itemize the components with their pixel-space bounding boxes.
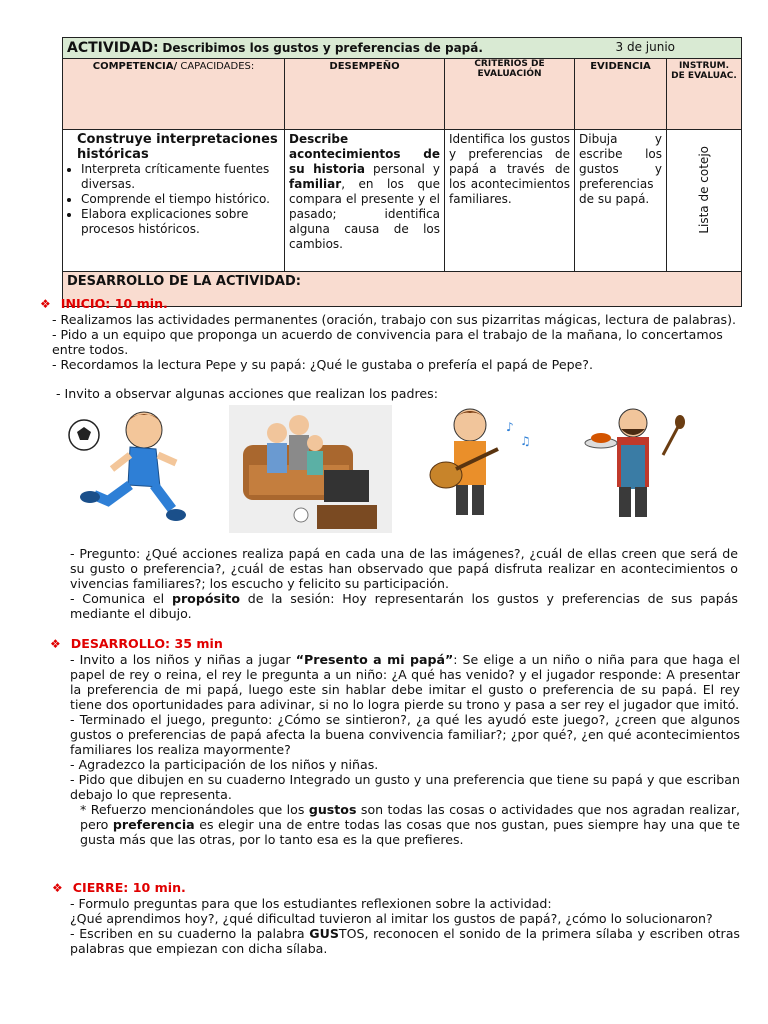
thanks-text: - Agradezco la participación de los niños y niñas. bbox=[70, 757, 379, 772]
draw-text: - Pido que dibujen en su cuaderno Integrado un gusto y una preferencia que tiene su papá y que escriban debajo lo que representa. bbox=[70, 772, 740, 802]
diamond-bullet-icon: ❖ bbox=[50, 637, 61, 651]
svg-text:♫: ♫ bbox=[520, 434, 531, 448]
inicio-item: - Pido a un equipo que proponga un acuerdo de convivencia para el trabajo de la mañana, lo concertamos entre todos. bbox=[52, 327, 723, 357]
criterios-cell: Identifica los gustos y preferencias de papá a través de los acontecimientos familiares. bbox=[445, 130, 575, 272]
svg-text:♪: ♪ bbox=[506, 420, 514, 434]
instrumento-cell bbox=[667, 130, 742, 272]
competencia-cell bbox=[63, 130, 285, 272]
instrumento-text: Lista de cotejo bbox=[696, 146, 711, 234]
activity-table bbox=[62, 37, 742, 307]
questions-block bbox=[70, 546, 738, 621]
desarrollo-section bbox=[50, 636, 740, 847]
desarrollo-actividad-row: DESARROLLO DE LA ACTIVIDAD: bbox=[63, 272, 742, 307]
evidencia-cell: Dibuja y escribe los gustos y preferencias de su papá. bbox=[575, 130, 667, 272]
capacidades-list bbox=[67, 162, 280, 237]
diamond-bullet-icon: ❖ bbox=[52, 881, 63, 895]
desarrollo-heading: DESARROLLO: 35 min bbox=[70, 636, 223, 651]
cierre-line: - Escriben en su cuaderno la palabra GUSTOS, reconocen el sonido de la primera sílaba y escriben otras palabras que empiezan con dicha sílaba. bbox=[70, 926, 740, 956]
capacidad-item: • Interpreta críticamente fuentes diversas. bbox=[81, 162, 280, 192]
refuerzo-text: * Refuerzo mencionándoles que los gustos son todas las cosas o actividades que nos agradan realizar, pero preferencia es elegir una de entre todas las cosas que nos gustan, pues siempre hay una que te gusta más que las otras, por lo tanto esa es la que prefieres. bbox=[80, 802, 740, 847]
header-desempeno: DESEMPEÑO bbox=[285, 59, 445, 130]
guitar-player-image bbox=[428, 405, 538, 520]
header-evidencia: EVIDENCIA bbox=[575, 59, 667, 130]
inicio-heading: INICIO: 10 min. bbox=[60, 296, 168, 311]
family-sofa-image bbox=[229, 405, 392, 533]
cierre-section bbox=[52, 880, 740, 956]
capacidad-item: • Comprende el tiempo histórico. bbox=[81, 192, 280, 207]
inicio-item: - Recordamos la lectura Pepe y su papá: ¿Qué le gustaba o prefería el papá de Pepe?. bbox=[52, 357, 593, 372]
questions-text: - Pregunto: ¿Qué acciones realiza papá en cada una de las imágenes?, ¿cuál de ellas creen que será de su gusto o preferencia?, ¿cuál de estas han observado que papá disfruta realizar en acontecimientos o vivencias familiares?; los escucho y felicito su participación. bbox=[70, 546, 738, 591]
capacidad-item: • Elabora explicaciones sobre procesos históricos. bbox=[81, 207, 280, 237]
header-competencia: COMPETENCIA/ CAPACIDADES: bbox=[63, 59, 285, 130]
invite-text: - Invito a observar algunas acciones que realizan los padres: bbox=[56, 386, 438, 401]
inicio-item: - Realizamos las actividades permanentes (oración, trabajo con sus pizarritas mágicas, lectura de palabras). bbox=[52, 312, 737, 327]
soccer-player-image bbox=[64, 405, 189, 530]
activity-date: 3 de junio bbox=[615, 40, 676, 54]
diamond-bullet-icon: ❖ bbox=[40, 297, 51, 311]
inicio-section bbox=[40, 296, 745, 401]
cierre-heading: CIERRE: 10 min. bbox=[72, 880, 186, 895]
game-text: - Invito a los niños y niñas a jugar “Presento a mi papá”: Se elige a un niño o niña para que haga el papel de rey o reina, el rey le pregunta a un niño: ¿A qué has venido? y el jugador responde: A presentar la preferencia de mi papá, luego este sin hablar debe imitar el gusto o preferencia de su papá. El rey tiene dos oportunidades para adivinar, si no lo logra pierde su trono y pasa a ser rey el jugador que imitó. bbox=[70, 652, 740, 712]
header-instrumento: INSTRUM. DE EVALUAC. bbox=[667, 59, 742, 130]
activity-title-row bbox=[63, 38, 742, 59]
activity-label: ACTIVIDAD: bbox=[67, 40, 159, 56]
after-game-text: - Terminado el juego, pregunto: ¿Cómo se sintieron?, ¿a qué les ayudó este juego?, ¿creen que algunos gustos o preferencias de papá afecta la buena convivencia familiar?; ¿por qué?, ¿en qué acontecimientos familiares los realiza mayormente? bbox=[70, 712, 740, 757]
desempeno-cell: Describe acontecimientos de su historia personal y familiar, en los que compara el presente y el pasado; identifica alguna causa de los cambios. bbox=[285, 130, 445, 272]
cierre-line: ¿Qué aprendimos hoy?, ¿qué dificultad tuvieron al imitar los gustos de papá?, ¿cómo lo solucionaron? bbox=[70, 911, 713, 926]
activity-title: Describimos los gustos y preferencias de papá. bbox=[162, 41, 483, 55]
competencia-title: Construye interpretaciones históricas bbox=[77, 132, 278, 162]
chef-dad-image bbox=[583, 405, 688, 520]
proposito-text: - Comunica el propósito de la sesión: Hoy representarán los gustos y preferencias de sus papás mediante el dibujo. bbox=[70, 591, 738, 621]
cierre-line: - Formulo preguntas para que los estudiantes reflexionen sobre la actividad: bbox=[70, 896, 552, 911]
header-criterios: CRITERIOS DE EVALUACIÓN bbox=[445, 59, 575, 130]
